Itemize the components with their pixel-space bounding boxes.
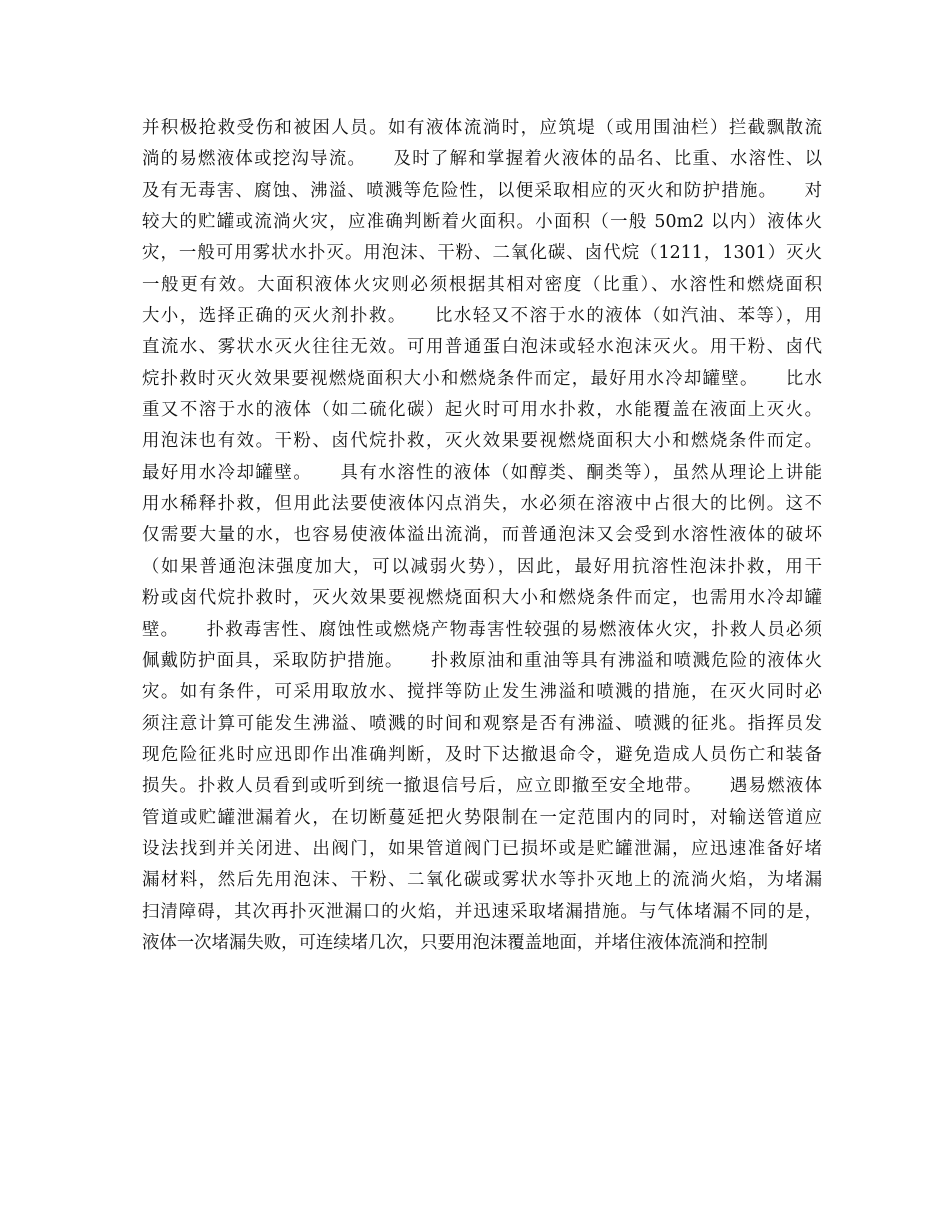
text-line: 须注意计算可能发生沸溢、喷溅的时间和观察是否有沸溢、喷溅的征兆。指挥员发	[142, 713, 822, 734]
text-line: 漏材料，然后先用泡沫、干粉、二氧化碳或雾状水等扑灭地上的流淌火焰，为堵漏	[142, 870, 822, 891]
text-line: 用水稀释扑救，但用此法要使液体闪点消失，水必须在溶液中占很大的比例。这不	[142, 494, 822, 515]
text-line: 现危险征兆时应迅即作出准确判断，及时下达撤退命令，避免造成人员伤亡和装备	[142, 744, 822, 765]
text-line: 仅需要大量的水，也容易使液体溢出流淌，而普通泡沫又会受到水溶性液体的破坏	[142, 525, 822, 546]
body-text	[142, 113, 822, 959]
text-line: 佩戴防护面具，采取防护措施。 扑救原油和重油等具有沸溢和喷溅危险的液体火	[142, 650, 822, 671]
text-line: 损失。扑救人员看到或听到统一撤退信号后，应立即撤至安全地带。 遇易燃液体	[142, 776, 822, 797]
text-line: 大小，选择正确的灭火剂扑救。 比水轻又不溶于水的液体（如汽油、苯等），用	[142, 306, 822, 327]
text-line: 淌的易燃液体或挖沟导流。 及时了解和掌握着火液体的品名、比重、水溶性、以	[142, 149, 822, 170]
text-line: （如果普通泡沫强度加大，可以减弱火势），因此，最好用抗溶性泡沫扑救，用干	[142, 556, 822, 577]
text-line: 用泡沫也有效。干粉、卤代烷扑救，灭火效果要视燃烧面积大小和燃烧条件而定。	[142, 431, 822, 452]
text-line: 烷扑救时灭火效果要视燃烧面积大小和燃烧条件而定，最好用水冷却罐壁。 比水	[142, 368, 822, 389]
text-line: 壁。 扑救毒害性、腐蚀性或燃烧产物毒害性较强的易燃液体火灾，扑救人员必须	[142, 619, 822, 640]
text-line: 液体一次堵漏失败，可连续堵几次，只要用泡沫覆盖地面，并堵住液体流淌和控制	[142, 932, 769, 953]
text-line: 较大的贮罐或流淌火灾，应准确判断着火面积。小面积（一般 50m2 以内）液体火	[142, 212, 822, 233]
text-line: 设法找到并关闭进、出阀门，如果管道阀门已损坏或是贮罐泄漏，应迅速准备好堵	[142, 838, 822, 859]
text-line: 直流水、雾状水灭火往往无效。可用普通蛋白泡沫或轻水泡沫灭火。用干粉、卤代	[142, 337, 822, 358]
text-line: 扫清障碍，其次再扑灭泄漏口的火焰，并迅速采取堵漏措施。与气体堵漏不同的是，	[142, 901, 822, 922]
text-line: 粉或卤代烷扑救时，灭火效果要视燃烧面积大小和燃烧条件而定，也需用水冷却罐	[142, 588, 822, 609]
text-line: 一般更有效。大面积液体火灾则必须根据其相对密度（比重）、水溶性和燃烧面积	[142, 274, 822, 295]
text-line: 重又不溶于水的液体（如二硫化碳）起火时可用水扑救，水能覆盖在液面上灭火。	[142, 400, 822, 421]
text-line: 及有无毒害、腐蚀、沸溢、喷溅等危险性，以便采取相应的灭火和防护措施。 对	[142, 180, 822, 201]
text-line: 最好用水冷却罐壁。 具有水溶性的液体（如醇类、酮类等），虽然从理论上讲能	[142, 462, 822, 483]
text-line: 灾。如有条件，可采用取放水、搅拌等防止发生沸溢和喷溅的措施，在灭火同时必	[142, 682, 822, 703]
text-line: 并积极抢救受伤和被困人员。如有液体流淌时，应筑堤（或用围油栏）拦截飘散流	[142, 118, 822, 138]
text-line: 管道或贮罐泄漏着火，在切断蔓延把火势限制在一定范围内的同时，对输送管道应	[142, 807, 822, 828]
text-line: 灾，一般可用雾状水扑灭。用泡沫、干粉、二氧化碳、卤代烷（1211，1301）灭火	[142, 243, 822, 264]
